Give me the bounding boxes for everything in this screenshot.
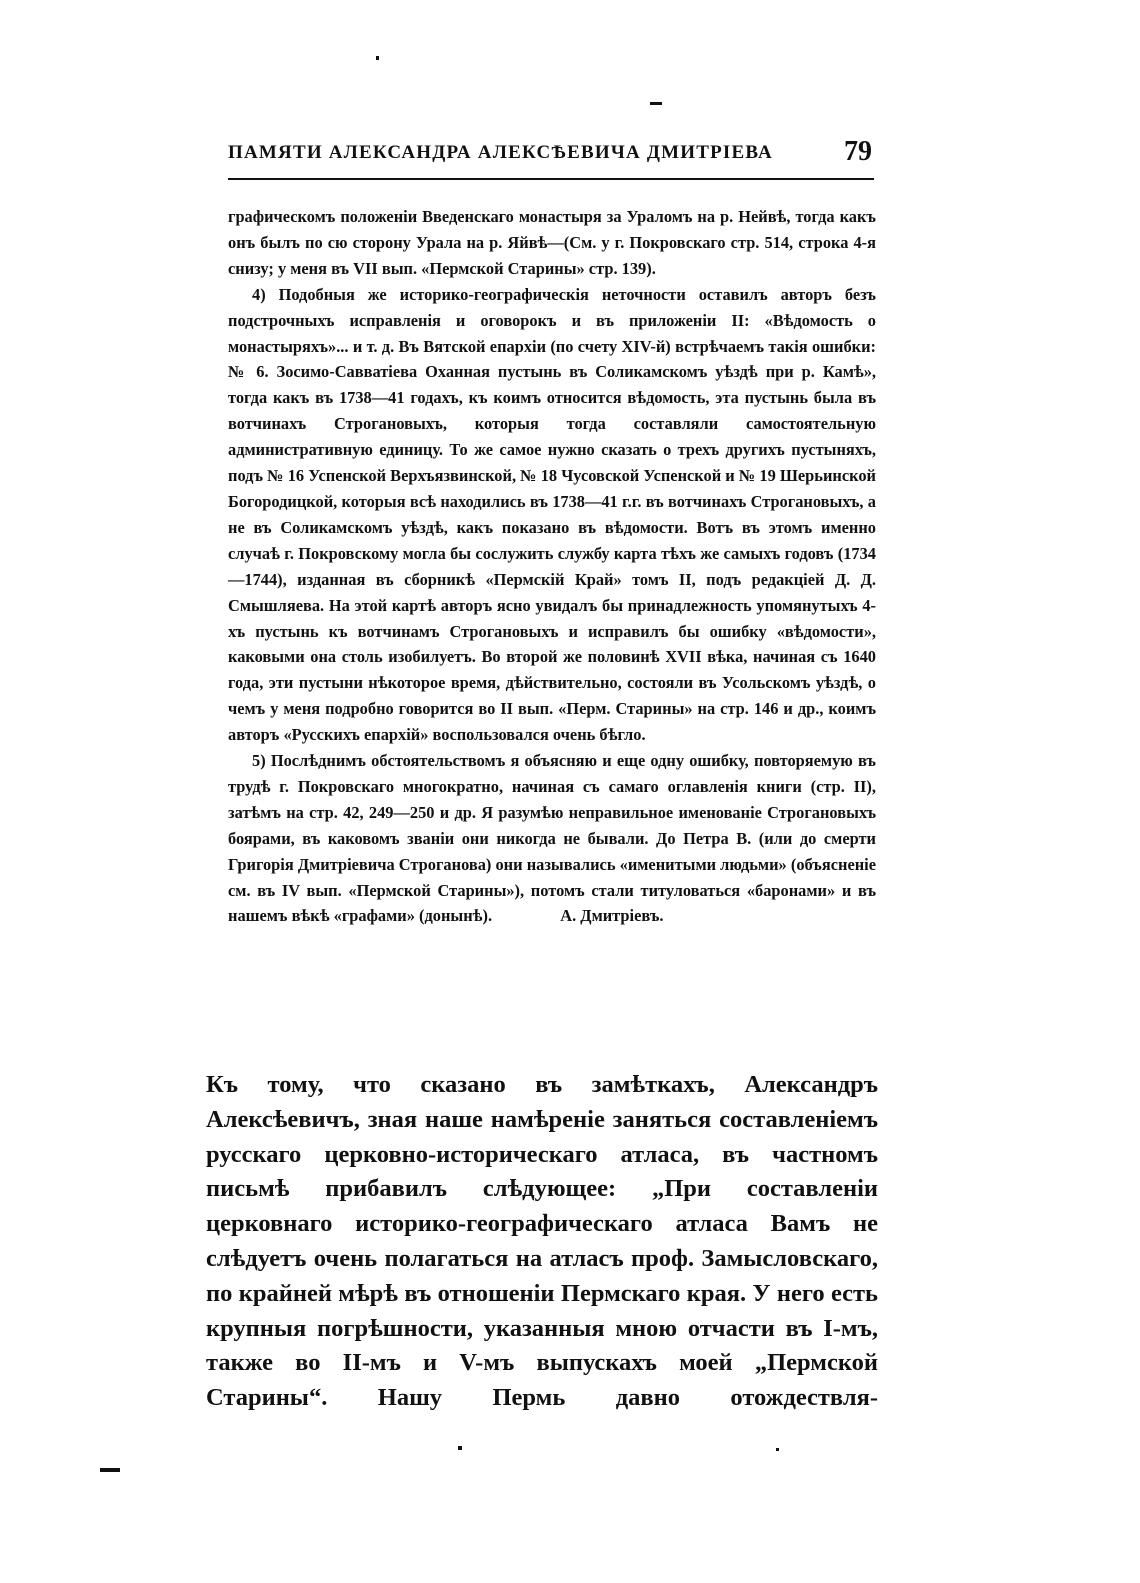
note-item-5 — [228, 748, 876, 929]
print-speck — [458, 1446, 462, 1450]
main-text-block — [206, 1068, 878, 1416]
note-item-5-text: 5) Послѣднимъ обстоятельствомъ я объясняю и еще одну ошибку, повторяемую въ трудѣ г. Покровскаго многократно, начиная съ самаго оглавленія книги (стр. II), затѣмъ на стр. 42, 249—250 и др. Я разумѣю неправильное именованіе Строгановыхъ боярами, въ каковомъ званіи они никогда не бывали. До Петра В. (или до смерти Григорія Дмитріевича Строганова) они назывались «именитыми людьми» (объясненіе см. въ IV вып. «Пермской Старины»), потомъ стали титуловаться «баронами» и въ нашемъ вѣкѣ «графами» (донынѣ). — [228, 751, 876, 926]
main-paragraph: Къ тому, что сказано въ замѣткахъ, Александръ Алексѣевичъ, зная наше намѣреніе заняться составленіемъ русскаго церковно-историческаго атласа, въ частномъ письмѣ прибавилъ слѣдующее: „При составленіи церковнаго историко-географическаго атласа Вамъ не слѣдуетъ очень полагаться на атласъ проф. Замысловскаго, по крайней мѣрѣ въ отношеніи Пермскаго края. У него есть крупныя погрѣшности, указанныя мною отчасти въ I-мъ, также во II-мъ и V-мъ выпускахъ моей „Пермской Старины“. Нашу Пермь давно отождествля- — [206, 1071, 878, 1412]
footnotes-block — [228, 204, 876, 929]
print-speck — [776, 1448, 779, 1451]
print-speck — [100, 1468, 120, 1472]
note-continuation: графическомъ положеніи Введенскаго монастыря за Ураломъ на р. Нейвѣ, тогда какъ онъ былъ по сю сторону Урала на р. Яйвѣ—(См. у г. Покровскаго стр. 514, строка 4-я снизу; у меня въ VII вып. «Пермской Старины» стр. 139). — [228, 207, 876, 278]
header-rule — [228, 178, 874, 180]
page-number: 79 — [844, 136, 872, 167]
print-speck — [650, 102, 662, 105]
page-header — [228, 136, 874, 172]
print-speck — [376, 56, 379, 60]
note-item-4: 4) Подобныя же историко-географическія неточности оставилъ авторъ безъ подстрочныхъ исправленія и оговорокъ и въ приложеніи II: «Вѣдомость о монастыряхъ»... и т. д. Въ Вятской епархіи (по счету XIV-й) встрѣчаемъ такія ошибки: № 6. Зосимо-Савватіева Оханная пустынь въ Соликамскомъ уѣздѣ при р. Камѣ», тогда какъ въ 1738—41 годахъ, къ коимъ относится вѣдомость, эта пустынь была въ вотчинахъ Строгановыхъ, которыя тогда составляли самостоятельную административную единицу. То же самое нужно сказать о трехъ другихъ пустыняхъ, подъ № 16 Успенской Верхъязвинской, № 18 Чусовской Успенской и № 19 Шерьинской Богородицкой, которыя всѣ находились въ 1738—41 г.г. въ вотчинахъ Строгановыхъ, а не въ Соликамскомъ уѣздѣ, какъ показано въ вѣдомости. Вотъ въ этомъ именно случаѣ г. Покровскому могла бы сослужить службу карта тѣхъ же самыхъ годовъ (1734—1744), изданная въ сборникѣ «Пермскій Край» томъ II, подъ редакціей Д. Д. Смышляева. На этой картѣ авторъ ясно увидалъ бы принадлежность упомянутыхъ 4-хъ пустынь къ вотчинамъ Строгановыхъ и исправилъ бы ошибку «вѣдомости», каковыми она столь изобилуетъ. Во второй же половинѣ XVII вѣка, начиная съ 1640 года, эти пустыни нѣкоторое время, дѣйствительно, состояли въ Усольскомъ уѣздѣ, о чемъ у меня подробно говорится во II вып. «Перм. Старины» на стр. 146 и др., коимъ авторъ «Русскихъ епархій» воспользовался очень бѣгло. — [228, 284, 876, 745]
signature: А. Дмитріевъ. — [560, 906, 664, 926]
running-title: ПАМЯТИ АЛЕКСАНДРА АЛЕКСѢЕВИЧА ДМИТРІЕВА — [228, 142, 773, 163]
